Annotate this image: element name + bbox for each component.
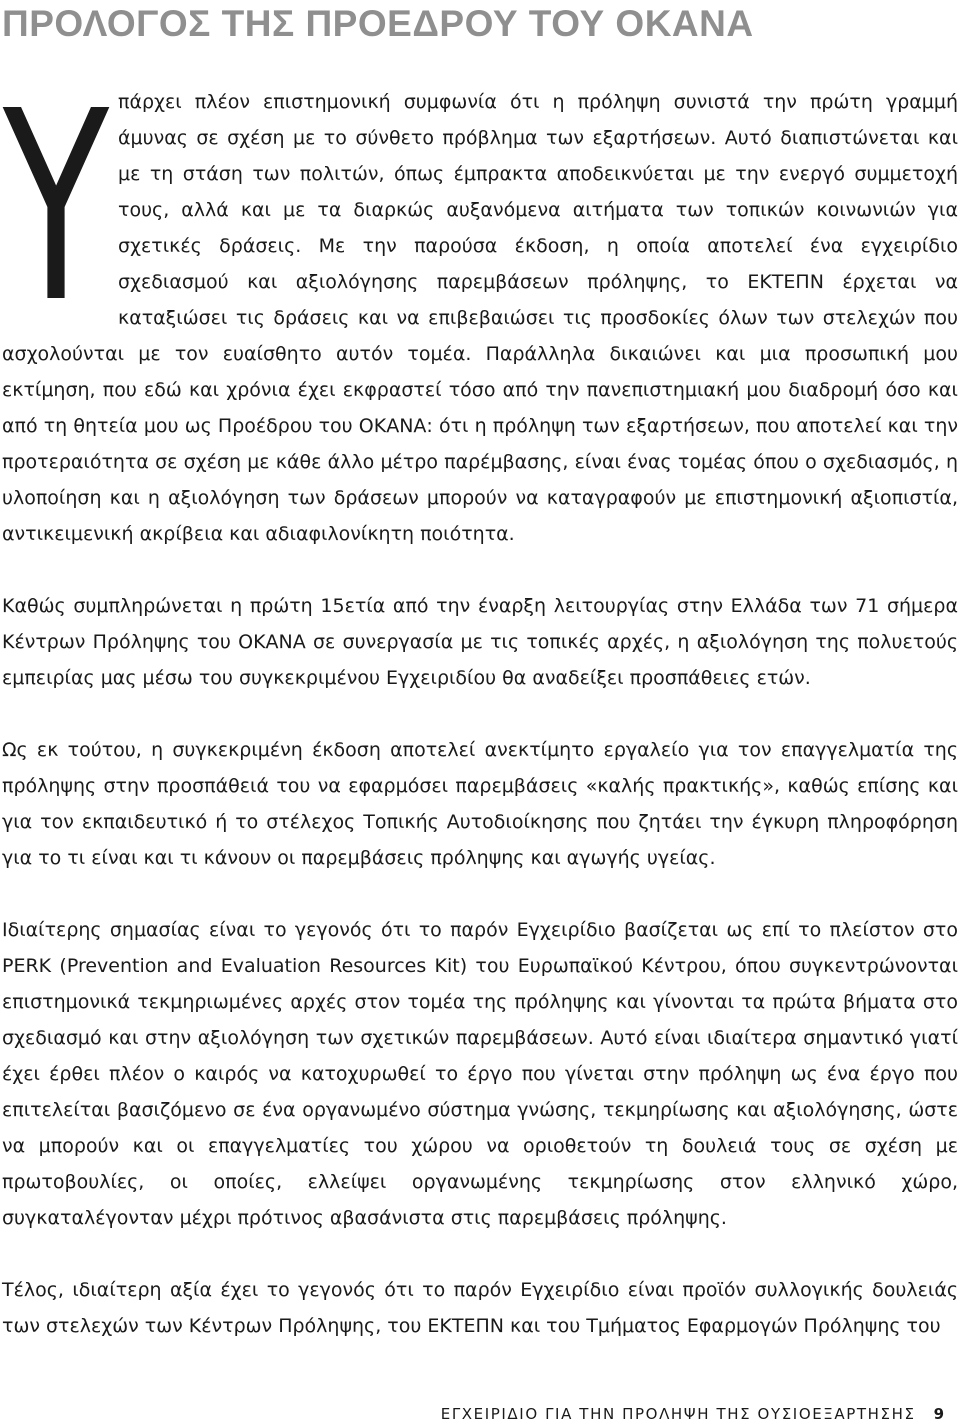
body-text	[0, 55, 958, 1344]
paragraph-3: Ως εκ τούτου, η συγκεκριμένη έκδοση αποτελεί ανεκτίμητο εργαλείο για τον επαγγελματία της πρόληψης στην προσπάθειά του να εφαρμόσει παρεμβάσεις «καλής πρακτικής», καθώς επίσης και για τον εκπαιδευτικό ή το στέλεχος Τοπικής Αυτοδιοίκησης που ζητάει την έγκυρη πληροφόρηση για το τι είναι και τι κάνουν οι παρεμβάσεις πρόληψης και αγωγής υγείας.	[2, 739, 958, 869]
paragraph-1-text: πάρχει πλέον επιστημονική συμφωνία ότι η πρόληψη συνιστά την πρώτη γραμμή άμυνας σε σχέση με το σύνθετο πρόβλημα των εξαρτήσεων. Αυτό διαπιστώνεται και με τη στάση των πολιτών, όπως έμπρακτα αποδεικνύεται με την ενεργό συμμετοχή τους, αλλά και με τα διαρκώς αυξανόμενα αιτήματα των τοπικών κοινωνιών για σχετικές δράσεις. Με την παρούσα έκδοση, η οποία αποτελεί ένα εγχειρίδιο σχεδιασμού και αξιολόγησης παρεμβάσεων πρόληψης, το ΕΚΤΕΠΝ έρχεται να καταξιώσει τις δράσεις και να επιβεβαιώσει τις προσδοκίες όλων των στελεχών που ασχολούνται με τον ευαίσθητο αυτόν τομέα. Παράλληλα δικαιώνει και μια προσωπική μου εκτίμηση, που εδώ και χρόνια έχει εκφραστεί τόσο από την πανεπιστημιακή μου διαδρομή όσο και από τη θητεία μου ως Προέδρου του ΟΚΑΝΑ: ότι η πρόληψη των εξαρτήσεων, που αποτελεί και την προτεραιότητα σε σχέση με κάθε άλλο μέτρο παρέμβασης, είναι ένας τομέας όπου ο σχεδιασμός, η υλοποίηση και η αξιολόγηση των δράσεων μπορούν να καταγραφούν με επιστημονική αξιοπιστία, αντικειμενική ακρίβεια και αδιαφιλονίκητη ποιότητα.	[2, 91, 958, 545]
svg-text:Υ: Υ	[0, 55, 112, 360]
paragraph-4: Ιδιαίτερης σημασίας είναι το γεγονός ότι το παρόν Εγχειρίδιο βασίζεται ως επί το πλείστον στο PERK (Prevention and Evaluation Resources Kit) του Ευρωπαϊκού Κέντρου, όπου συγκεντρώνονται επιστημονικά τεκμηριωμένες αρχές στον τομέα της πρόληψης και γίνονται τα πρώτα βήματα στο σχεδιασμό και στην αξιολόγηση των σχετικών παρεμβάσεων. Αυτό είναι ιδιαίτερα σημαντικό γιατί έχει έρθει πλέον ο καιρός να κατοχυρωθεί το έργο που γίνεται στην πρόληψη ως ένα έργο που επιτελείται βασιζόμενο σε ένα οργανωμένο σύστημα γνώσης, τεκμηρίωσης και αξιολόγησης, ώστε να μπορούν και οι επαγγελματίες του χώρου να οριοθετούν τη δουλειά τους σε σχέση με πρωτοβουλίες, οι οποίες, ελλείψει οργανωμένης τεκμηρίωσης στον ελληνικό χώρο, συγκαταλέγονταν μέχρι πρότινος αβασάνιστα στις παρεμβάσεις πρόληψης.	[2, 919, 958, 1229]
paragraph-5: Τέλος, ιδιαίτερη αξία έχει το γεγονός ότι το παρόν Εγχειρίδιο είναι προϊόν συλλογικής δουλειάς των στελεχών των Κέντρων Πρόληψης, του ΕΚΤΕΠΝ και του Τμήματος Εφαρμογών Πρόληψης του	[2, 1279, 958, 1337]
drop-cap-letter	[0, 55, 112, 360]
paragraph-2: Καθώς συμπληρώνεται η πρώτη 15ετία από την έναρξη λειτουργίας στην Ελλάδα των 71 σήμερα Κέντρων Πρόληψης του ΟΚΑΝΑ σε συνεργασία με τις τοπικές αρχές, η αξιολόγηση της πολυετούς εμπειρίας μας μέσω του συγκεκριμένου Εγχειριδίου θα αναδείξει προσπάθειες ετών.	[2, 595, 958, 689]
footer-running-title: ΕΓΧΕΙΡΙΔΙΟ ΓΙΑ ΤΗΝ ΠΡΟΛΗΨΗ ΤΗΣ ΟΥΣΙΟΕΞΑΡΤΗΣΗΣ	[440, 1405, 916, 1423]
page-title: ΠΡΟΛΟΓΟΣ ΤΗΣ ΠΡΟΕΔΡΟΥ ΤΟΥ ΟΚΑΝΑ	[2, 3, 754, 44]
page-number: 9	[933, 1405, 944, 1423]
paragraph-1	[0, 55, 958, 552]
drop-cap	[0, 55, 114, 360]
page-footer	[441, 1404, 944, 1424]
